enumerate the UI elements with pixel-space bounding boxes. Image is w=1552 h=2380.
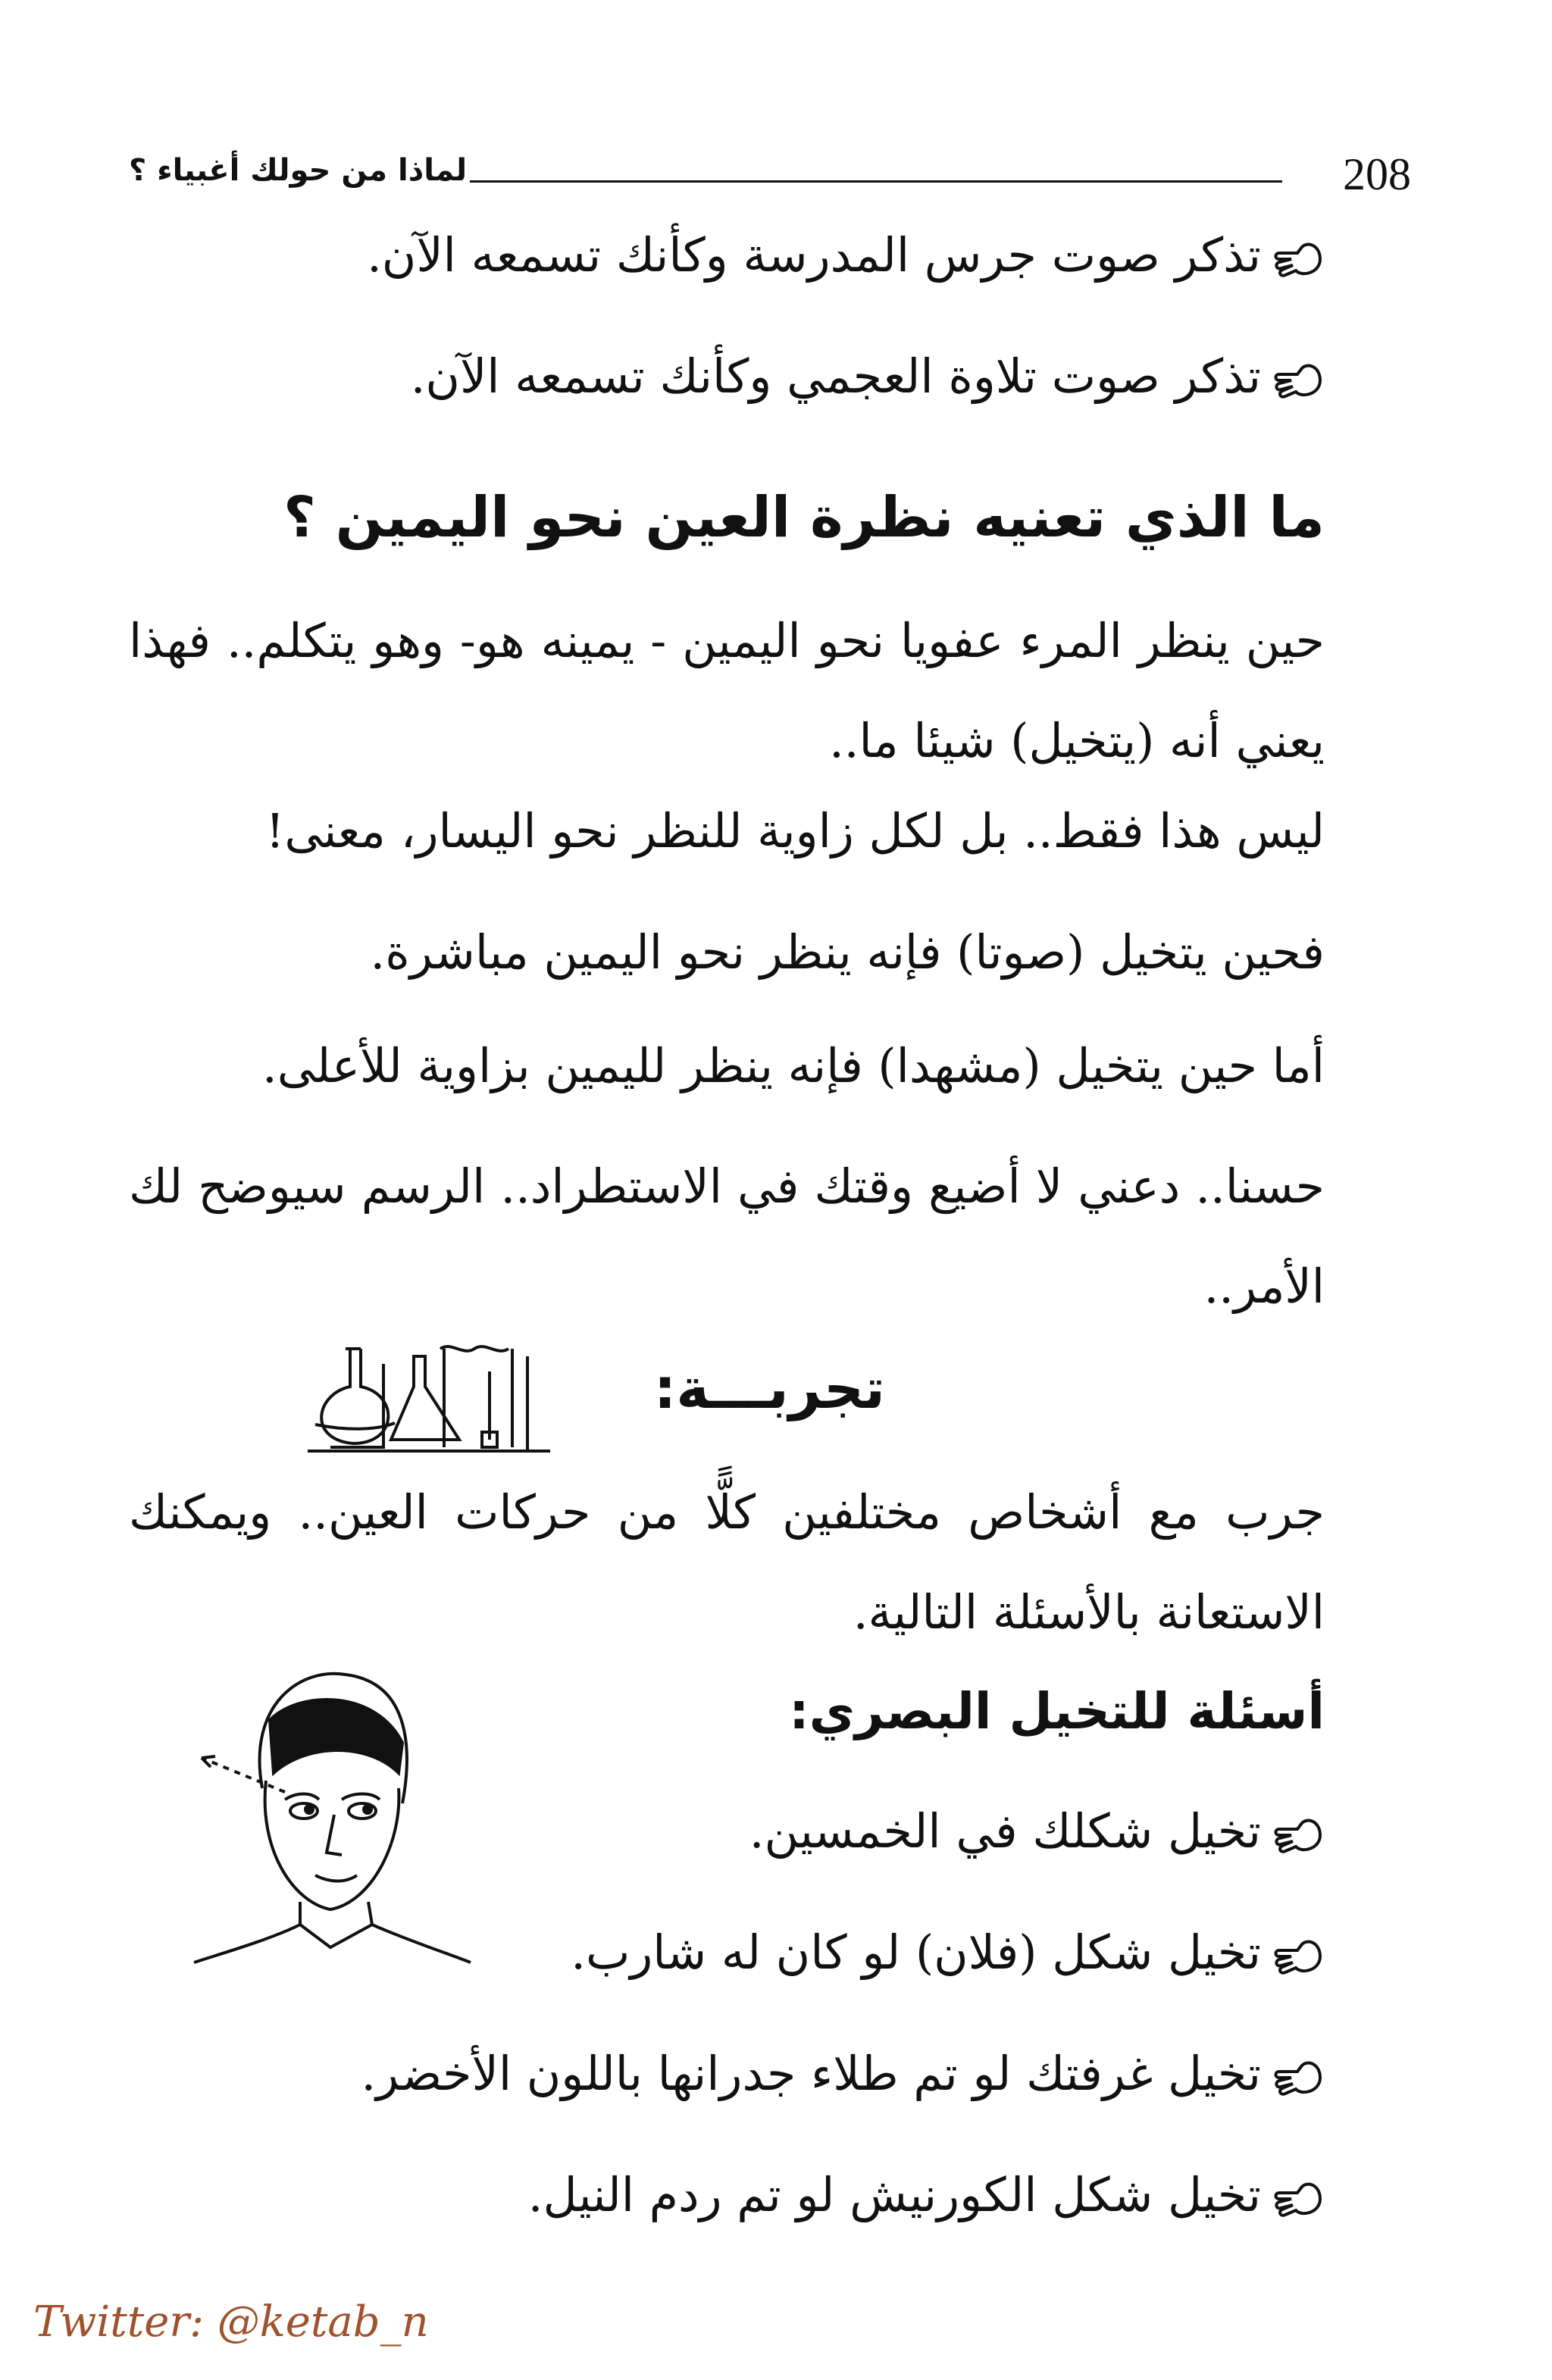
bullet-text: تذكر صوت جرس المدرسة وكأنك تسمعه الآن. xyxy=(367,227,1261,283)
question-item xyxy=(361,2046,1325,2102)
page-number: 208 xyxy=(1343,149,1411,199)
question-text: تخيل شكل الكورنيش لو تم ردم النيل. xyxy=(527,2167,1261,2222)
bullet-item xyxy=(367,227,1325,283)
paragraph: أما حين يتخيل (مشهدا) فإنه ينظر لليمين بزاوية للأعلى. xyxy=(262,1038,1325,1093)
question-item xyxy=(571,1925,1325,1981)
face-looking-up-right-icon xyxy=(186,1659,474,1978)
bullet-text: تذكر صوت تلاوة العجمي وكأنك تسمعه الآن. xyxy=(410,349,1261,404)
paragraph: حين ينظر المرء عفويا نحو اليمين - يمينه هو- وهو يتكلم.. فهذا يعني أنه (يتخيل) شيئا ما.. xyxy=(129,613,1325,768)
pointing-hand-icon xyxy=(1272,1934,1325,1979)
question-text: تخيل شكل (فلان) لو كان له شارب. xyxy=(571,1925,1261,1980)
question-text: تخيل غرفتك لو تم طلاء جدرانها باللون الأخضر. xyxy=(361,2046,1261,2101)
running-head: لماذا من حولك أغبياء ؟ xyxy=(129,153,468,188)
watermark: Twitter: @ketab_n xyxy=(33,2297,429,2347)
pointing-hand-icon xyxy=(1272,1812,1325,1858)
bullet-item xyxy=(411,349,1325,405)
paragraph: فحين يتخيل (صوتا) فإنه ينظر نحو اليمين مباشرة. xyxy=(370,924,1325,980)
questions-heading: أسئلة للتخيل البصري: xyxy=(789,1682,1325,1740)
page-header xyxy=(129,149,1411,202)
pointing-hand-icon xyxy=(1272,2176,1325,2222)
experiment-text: جرب مع أشخاص مختلفين كلًّا من حركات العين.. ويمكنك الاستعانة بالأسئلة التالية. xyxy=(129,1484,1325,1640)
question-item xyxy=(749,1803,1325,1859)
paragraph: ليس هذا فقط.. بل لكل زاوية للنظر نحو اليسار، معنى! xyxy=(265,803,1325,858)
question-item xyxy=(528,2167,1325,2223)
paragraph: حسنا.. دعني لا أضيع وقتك في الاستطراد.. الرسم سيوضح لك الأمر.. xyxy=(129,1159,1325,1314)
experiment-label: تجربـــة: xyxy=(653,1356,885,1421)
header-rule xyxy=(470,180,1282,183)
pointing-hand-icon xyxy=(1272,2055,1325,2100)
pointing-hand-icon xyxy=(1272,358,1325,403)
section-heading: ما الذي تعنيه نظرة العين نحو اليمين ؟ xyxy=(283,485,1325,550)
lab-equipment-icon xyxy=(300,1341,558,1455)
question-text: تخيل شكلك في الخمسين. xyxy=(749,1803,1261,1859)
pointing-hand-icon xyxy=(1272,236,1325,282)
